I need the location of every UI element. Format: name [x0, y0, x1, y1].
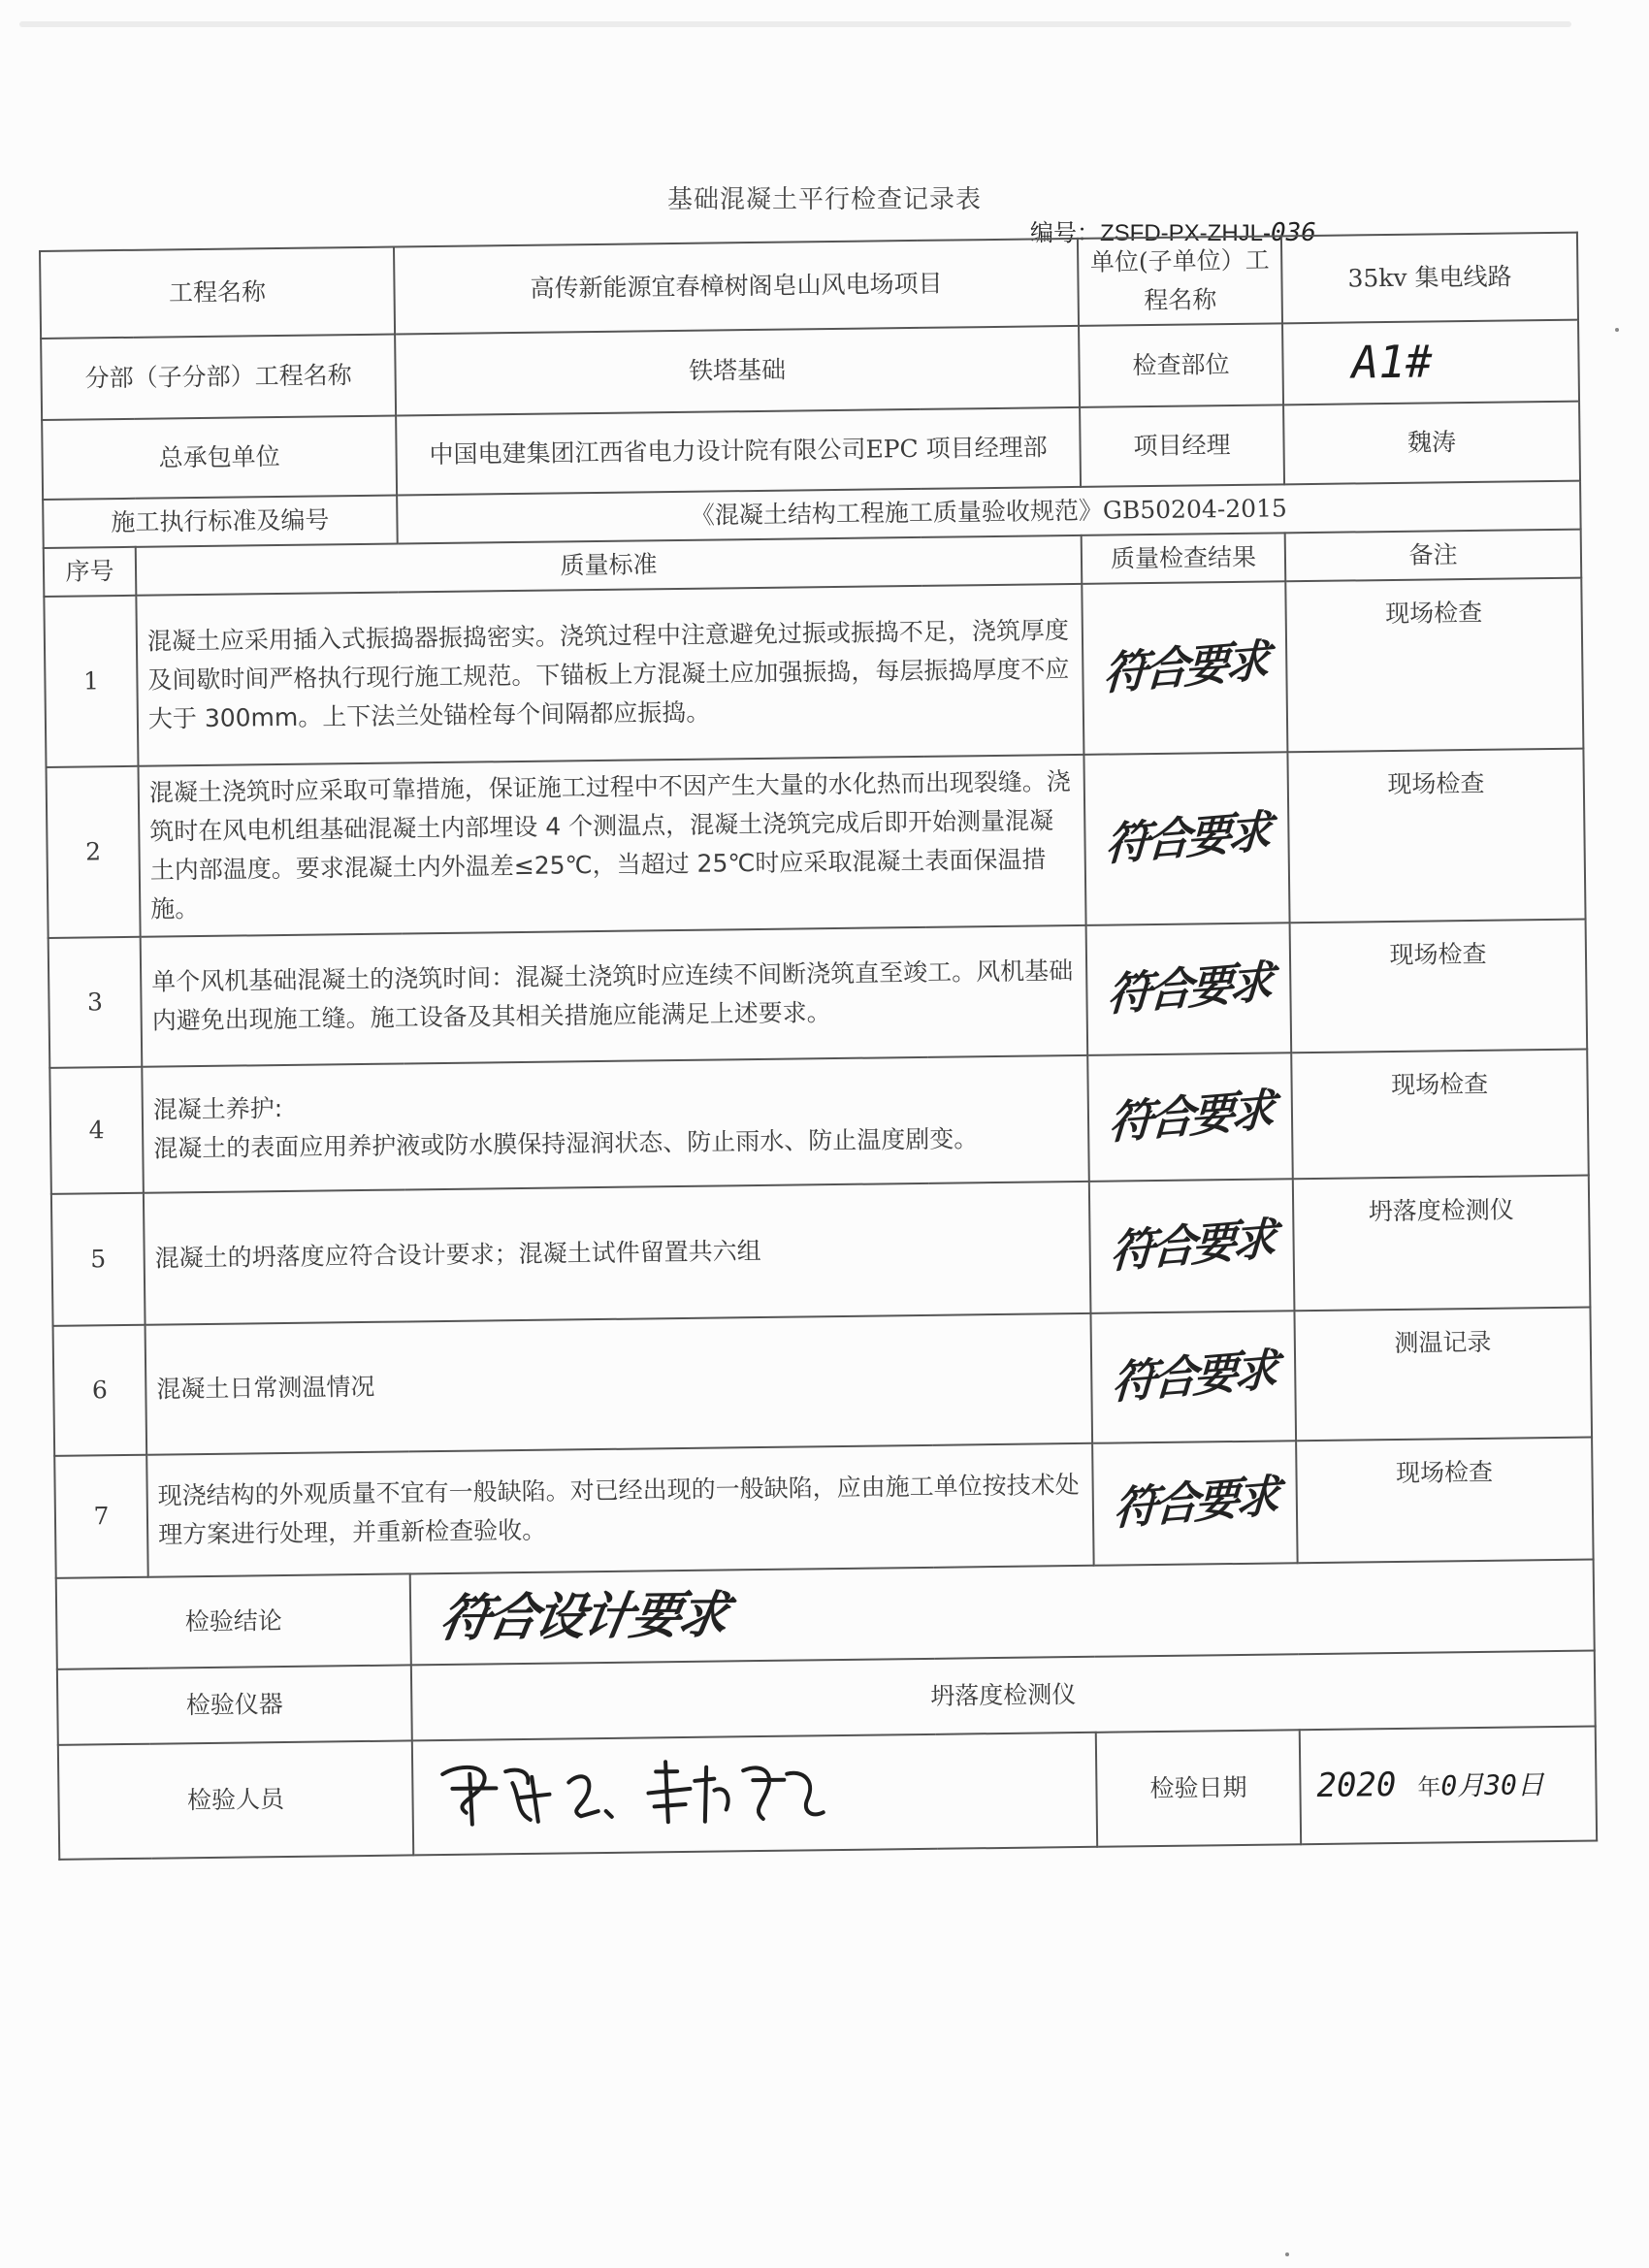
standard-label: 施工执行标准及编号 [43, 495, 398, 547]
row-standard: 单个风机基础混凝土的浇筑时间：混凝土浇筑时应连续不间断浇筑直至竣工。风机基础内避免出现施工缝。施工设备及其相关措施应能满足上述要求。 [141, 924, 1088, 1066]
conclusion-handwritten: 符合设计要求 [436, 1585, 731, 1649]
row-standard: 混凝土的坍落度应符合设计要求；混凝土试件留置共六组 [144, 1181, 1091, 1324]
row-standard: 混凝土日常测温情况 [146, 1312, 1093, 1454]
inspection-part-handwritten: A1# [1351, 335, 1433, 389]
row-result [1082, 581, 1287, 755]
row-result-handwritten: 符合要求 [1107, 1083, 1274, 1150]
project-name-value: 高传新能源宜春樟树阁皂山风电场项目 [394, 239, 1079, 335]
row-result [1089, 1179, 1295, 1313]
instrument-label: 检验仪器 [57, 1665, 412, 1744]
contractor-value: 中国电建集团江西省电力设计院有限公司EPC 项目经理部 [396, 406, 1081, 495]
table-row [49, 1049, 1589, 1193]
inspection-form [39, 232, 1596, 1861]
row-remark: 现场检查 [1290, 919, 1588, 1053]
inspectors-row [58, 1726, 1597, 1859]
column-remark: 备注 [1285, 529, 1582, 581]
unit-name-label: 单位(子单位）工程名称 [1078, 236, 1282, 326]
inspector-signatures-image [423, 1740, 831, 1838]
manager-label: 项目经理 [1080, 405, 1284, 487]
table-row [48, 919, 1588, 1067]
row-standard: 混凝土养护: 混凝土的表面应用养护液或防水膜保持湿润状态、防止雨水、防止温度剧变。 [142, 1054, 1089, 1192]
conclusion-label: 检验结论 [56, 1573, 411, 1669]
instrument-value: 坍落度检测仪 [411, 1650, 1596, 1740]
row-result-handwritten: 符合要求 [1106, 955, 1272, 1021]
unit-name-value: 35kv 集电线路 [1281, 233, 1578, 324]
row-remark: 测温记录 [1294, 1307, 1592, 1441]
contractor-label: 总承包单位 [42, 415, 397, 499]
row-result [1090, 1311, 1296, 1443]
row-remark: 现场检查 [1285, 577, 1583, 752]
row-result [1087, 1053, 1293, 1182]
document-number-label: 编号：ZSFD-PX-ZHJL- [1030, 220, 1271, 246]
date-year-suffix: 年 [1417, 1773, 1441, 1802]
manager-value: 魏涛 [1283, 401, 1580, 484]
row-result-handwritten: 符合要求 [1104, 804, 1270, 871]
document-number-handwritten: 036 [1271, 218, 1316, 247]
row-result [1092, 1441, 1298, 1566]
column-seq: 序号 [44, 546, 137, 596]
inspection-table [39, 232, 1598, 1861]
row-standard: 现浇结构的外观质量不宜有一般缺陷。对已经出现的一般缺陷，应由施工单位按技术处理方案进行处理，并重新检查验收。 [146, 1442, 1093, 1576]
row-remark: 现场检查 [1291, 1049, 1589, 1179]
column-quality-standard: 质量标准 [136, 535, 1083, 595]
row-result-handwritten: 符合要求 [1112, 1469, 1278, 1536]
row-result-handwritten: 符合要求 [1102, 633, 1268, 700]
row-seq: 4 [49, 1066, 144, 1193]
date-year-handwritten: 2020 [1316, 1766, 1397, 1806]
row-seq: 2 [47, 765, 141, 937]
table-row [51, 1175, 1591, 1325]
row-remark: 现场检查 [1287, 748, 1585, 923]
date-label: 检验日期 [1096, 1730, 1301, 1847]
inspection-part-label: 检查部位 [1079, 323, 1283, 406]
table-row [53, 1307, 1593, 1455]
date-month-day-handwritten: 0月30日 [1440, 1768, 1545, 1802]
conclusion-value [410, 1559, 1595, 1665]
table-row [44, 577, 1583, 766]
row-result-handwritten: 符合要求 [1111, 1343, 1277, 1409]
date-value [1300, 1726, 1597, 1844]
row-seq: 1 [44, 595, 138, 766]
inspectors-label: 检验人员 [58, 1740, 413, 1859]
row-result-handwritten: 符合要求 [1109, 1212, 1275, 1279]
table-row [47, 748, 1586, 937]
column-result: 质量检查结果 [1082, 533, 1286, 584]
row-seq: 3 [48, 936, 143, 1067]
row-result [1083, 752, 1289, 925]
row-remark: 现场检查 [1296, 1437, 1594, 1563]
document-title: 基础混凝土平行检查记录表 [666, 185, 982, 214]
project-name-label: 工程名称 [40, 247, 395, 339]
row-standard: 混凝土应采用插入式振捣器振捣密实。浇筑过程中注意避免过振或振捣不足，浇筑厚度及间歇时间严格执行现行施工规范。下锚板上方混凝土应加强振捣，每层振捣厚度不应大于 300mm。上下法兰处锚栓每个间隔都应振捣。 [136, 583, 1083, 765]
row-remark: 坍落度检测仪 [1293, 1175, 1591, 1311]
standard-value: 《混凝土结构工程施工质量验收规范》GB50204-2015 [397, 480, 1581, 543]
row-seq: 6 [53, 1324, 147, 1455]
subdivision-label: 分部（子分部）工程名称 [41, 335, 396, 420]
table-row [54, 1437, 1593, 1577]
inspectors-signatures [412, 1732, 1097, 1855]
row-seq: 5 [51, 1192, 146, 1325]
row-standard: 混凝土浇筑时应采取可靠措施，保证施工过程中不因产生大量的水化热而出现裂缝。浇筑时在风电机组基础混凝土内部埋设 4 个测温点，混凝土浇筑完成后即开始测量混凝土内部温度。要求混凝土内外温差≤25℃，当超过 25℃时应采取混凝土表面保温措施。 [138, 754, 1085, 936]
row-result [1086, 923, 1292, 1055]
inspection-part-value [1282, 320, 1579, 405]
scan-speck [1285, 2252, 1289, 2256]
row-seq: 7 [54, 1454, 148, 1577]
subdivision-value: 铁塔基础 [395, 326, 1080, 415]
scan-speck [1615, 328, 1619, 332]
